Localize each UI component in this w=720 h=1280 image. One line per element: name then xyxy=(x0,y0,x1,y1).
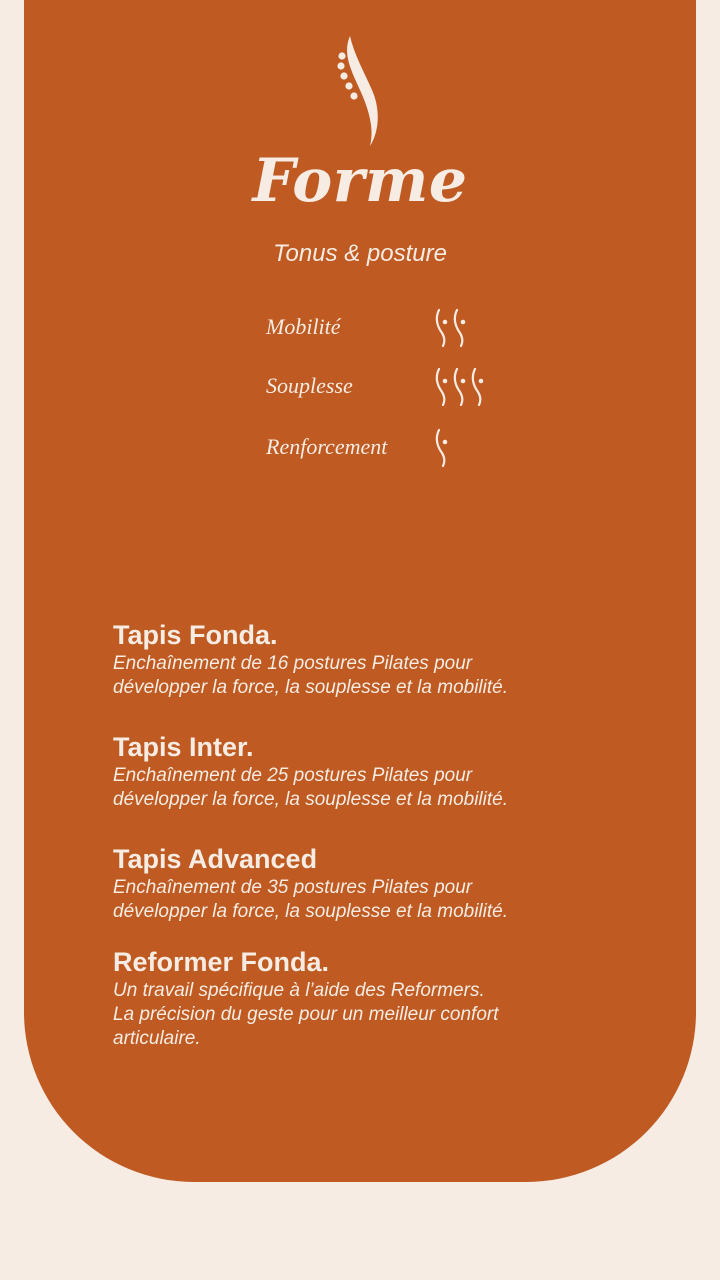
rating-marks xyxy=(434,366,484,406)
course-title: Tapis Inter. xyxy=(113,732,254,762)
course-description: Enchaînement de 35 postures Pilates pour développer la force, la souplesse et la mobilité. xyxy=(113,877,509,922)
spine-icon xyxy=(330,34,382,150)
spine-mark-icon xyxy=(452,366,466,406)
course-title: Tapis Fonda. xyxy=(113,620,278,650)
course-description: Un travail spécifique à l’aide des Reformers. La précision du geste pour un meilleur confort articulaire. xyxy=(113,980,499,1049)
spine-mark-icon xyxy=(434,427,448,467)
rating-label: Renforcement xyxy=(266,434,388,459)
course-description: Enchaînement de 25 postures Pilates pour développer la force, la souplesse et la mobilité. xyxy=(113,765,509,810)
spine-mark-icon xyxy=(470,366,484,406)
course-tapis-advanced xyxy=(113,844,673,924)
spine-mark-icon xyxy=(452,307,466,347)
spine-mark-icon xyxy=(434,307,448,347)
course-reformer-fonda xyxy=(113,947,673,1051)
course-description: Enchaînement de 16 postures Pilates pour développer la force, la souplesse et la mobilité. xyxy=(113,653,509,698)
course-tapis-inter xyxy=(113,732,673,812)
rating-label: Souplesse xyxy=(266,373,353,398)
rating-label: Mobilité xyxy=(266,314,341,339)
rating-row-renforcement xyxy=(266,427,448,467)
rating-marks xyxy=(434,307,466,347)
course-title: Tapis Advanced xyxy=(113,844,318,874)
spine-mark-icon xyxy=(434,366,448,406)
course-title: Reformer Fonda. xyxy=(113,947,330,977)
page-title: Forme xyxy=(252,146,468,216)
course-tapis-fonda xyxy=(113,620,673,700)
rating-marks xyxy=(434,427,448,467)
page-subtitle: Tonus & posture xyxy=(273,240,447,267)
rating-row-souplesse xyxy=(266,366,484,406)
rating-row-mobilite xyxy=(266,307,466,347)
